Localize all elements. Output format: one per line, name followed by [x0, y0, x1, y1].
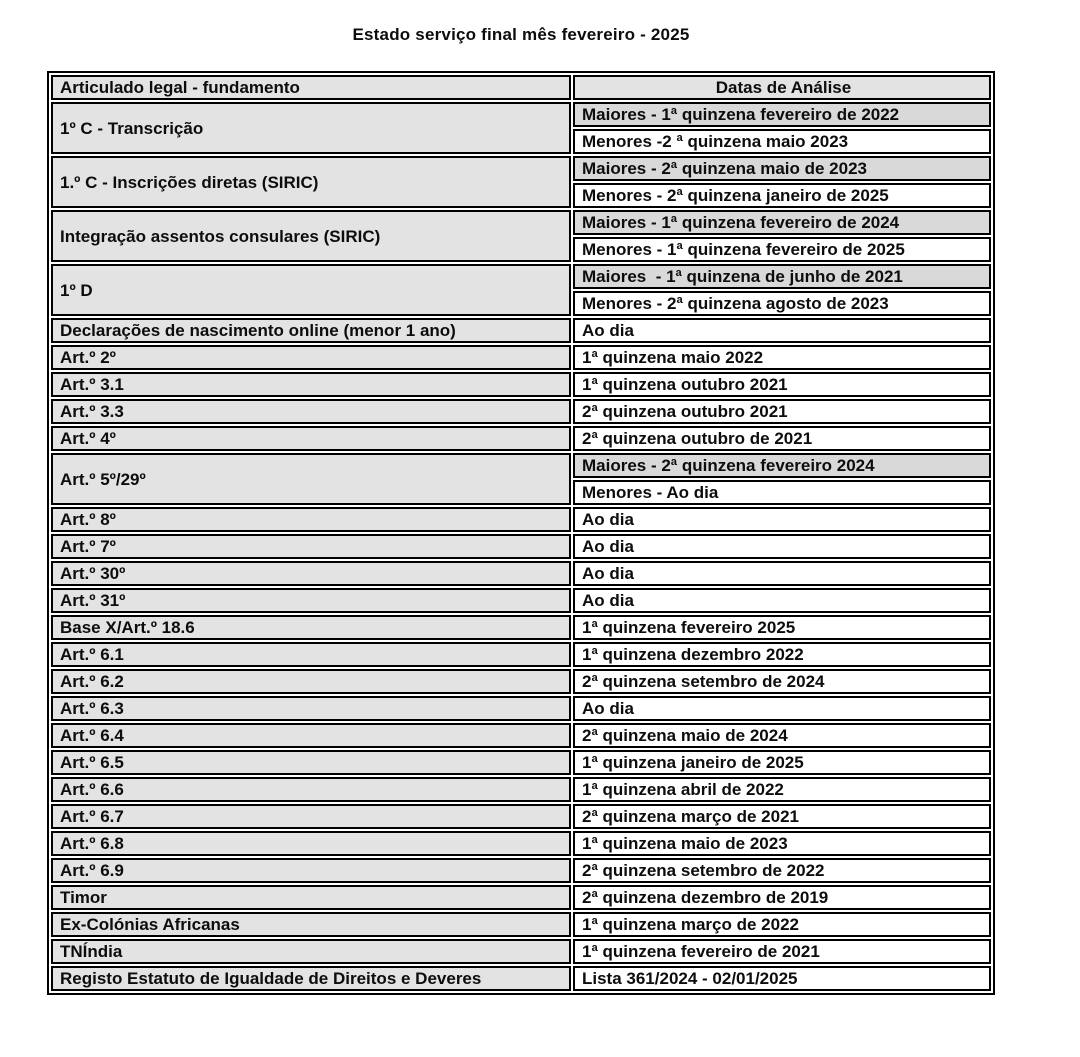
column-header-datas: Datas de Análise	[573, 75, 991, 100]
table-row	[51, 507, 991, 532]
table-row	[51, 939, 991, 964]
value-cell: 1ª quinzena maio 2022	[573, 345, 991, 370]
table-row	[51, 885, 991, 910]
table-row	[51, 831, 991, 856]
row-label-cell: Declarações de nascimento online (menor 1 ano)	[51, 318, 571, 343]
table-row	[51, 912, 991, 937]
table-row	[51, 156, 991, 181]
value-cell: Menores - 2ª quinzena agosto de 2023	[573, 291, 991, 316]
table-row	[51, 615, 991, 640]
row-label-cell: Timor	[51, 885, 571, 910]
table-row	[51, 210, 991, 235]
row-label-cell: Art.º 31º	[51, 588, 571, 613]
row-label-cell: 1.º C - Inscrições diretas (SIRIC)	[51, 156, 571, 208]
table-row	[51, 399, 991, 424]
value-cell: 2ª quinzena dezembro de 2019	[573, 885, 991, 910]
table-row	[51, 669, 991, 694]
value-cell: Menores - 1ª quinzena fevereiro de 2025	[573, 237, 991, 262]
row-label-cell: Art.º 6.8	[51, 831, 571, 856]
value-cell: 1ª quinzena dezembro 2022	[573, 642, 991, 667]
row-label-cell: TNÍndia	[51, 939, 571, 964]
row-label-cell: Art.º 3.3	[51, 399, 571, 424]
row-label-cell: Registo Estatuto de Igualdade de Direitos e Deveres	[51, 966, 571, 991]
value-cell: 1ª quinzena maio de 2023	[573, 831, 991, 856]
value-cell: 2ª quinzena março de 2021	[573, 804, 991, 829]
table-row	[51, 588, 991, 613]
value-cell: Ao dia	[573, 318, 991, 343]
value-cell: Lista 361/2024 - 02/01/2025	[573, 966, 991, 991]
row-label-cell: Base X/Art.º 18.6	[51, 615, 571, 640]
value-cell: Ao dia	[573, 588, 991, 613]
header-row	[51, 75, 991, 100]
value-cell: 1ª quinzena fevereiro 2025	[573, 615, 991, 640]
row-label-cell: Art.º 6.6	[51, 777, 571, 802]
table-row	[51, 102, 991, 127]
value-cell: 2ª quinzena setembro de 2024	[573, 669, 991, 694]
table-row	[51, 534, 991, 559]
row-label-cell: Art.º 6.3	[51, 696, 571, 721]
value-cell: 1ª quinzena fevereiro de 2021	[573, 939, 991, 964]
row-label-cell: Art.º 6.4	[51, 723, 571, 748]
value-cell: Ao dia	[573, 561, 991, 586]
table-row	[51, 561, 991, 586]
status-table	[47, 71, 995, 995]
row-label-cell: Art.º 6.2	[51, 669, 571, 694]
value-cell: Menores -2 ª quinzena maio 2023	[573, 129, 991, 154]
table-row	[51, 642, 991, 667]
value-cell: Maiores - 1ª quinzena fevereiro de 2024	[573, 210, 991, 235]
document	[47, 0, 995, 995]
column-header-fundamento: Articulado legal - fundamento	[51, 75, 571, 100]
value-cell: 1ª quinzena março de 2022	[573, 912, 991, 937]
value-cell: Menores - Ao dia	[573, 480, 991, 505]
value-cell: 1ª quinzena janeiro de 2025	[573, 750, 991, 775]
row-label-cell: Ex-Colónias Africanas	[51, 912, 571, 937]
table-row	[51, 777, 991, 802]
table-row	[51, 750, 991, 775]
value-cell: Ao dia	[573, 507, 991, 532]
row-label-cell: 1º D	[51, 264, 571, 316]
value-cell: 2ª quinzena setembro de 2022	[573, 858, 991, 883]
table-row	[51, 723, 991, 748]
table-row	[51, 804, 991, 829]
value-cell: 1ª quinzena abril de 2022	[573, 777, 991, 802]
table-row	[51, 966, 991, 991]
value-cell: Maiores - 1ª quinzena de junho de 2021	[573, 264, 991, 289]
value-cell: 2ª quinzena outubro 2021	[573, 399, 991, 424]
row-label-cell: Art.º 7º	[51, 534, 571, 559]
row-label-cell: Integração assentos consulares (SIRIC)	[51, 210, 571, 262]
value-cell: Maiores - 2ª quinzena maio de 2023	[573, 156, 991, 181]
table-row	[51, 264, 991, 289]
row-label-cell: Art.º 2º	[51, 345, 571, 370]
row-label-cell: Art.º 3.1	[51, 372, 571, 397]
row-label-cell: Art.º 6.5	[51, 750, 571, 775]
table-row	[51, 426, 991, 451]
value-cell: Maiores - 1ª quinzena fevereiro de 2022	[573, 102, 991, 127]
row-label-cell: 1º C - Transcrição	[51, 102, 571, 154]
value-cell: 2ª quinzena outubro de 2021	[573, 426, 991, 451]
value-cell: 2ª quinzena maio de 2024	[573, 723, 991, 748]
value-cell: 1ª quinzena outubro 2021	[573, 372, 991, 397]
row-label-cell: Art.º 6.1	[51, 642, 571, 667]
value-cell: Maiores - 2ª quinzena fevereiro 2024	[573, 453, 991, 478]
row-label-cell: Art.º 30º	[51, 561, 571, 586]
table-row	[51, 372, 991, 397]
table-row	[51, 453, 991, 478]
value-cell: Ao dia	[573, 696, 991, 721]
table-row	[51, 696, 991, 721]
row-label-cell: Art.º 8º	[51, 507, 571, 532]
row-label-cell: Art.º 6.9	[51, 858, 571, 883]
row-label-cell: Art.º 5º/29º	[51, 453, 571, 505]
row-label-cell: Art.º 4º	[51, 426, 571, 451]
table-row	[51, 318, 991, 343]
value-cell: Ao dia	[573, 534, 991, 559]
table-row	[51, 345, 991, 370]
value-cell: Menores - 2ª quinzena janeiro de 2025	[573, 183, 991, 208]
row-label-cell: Art.º 6.7	[51, 804, 571, 829]
page-title: Estado serviço final mês fevereiro - 2025	[352, 25, 690, 44]
table-row	[51, 858, 991, 883]
